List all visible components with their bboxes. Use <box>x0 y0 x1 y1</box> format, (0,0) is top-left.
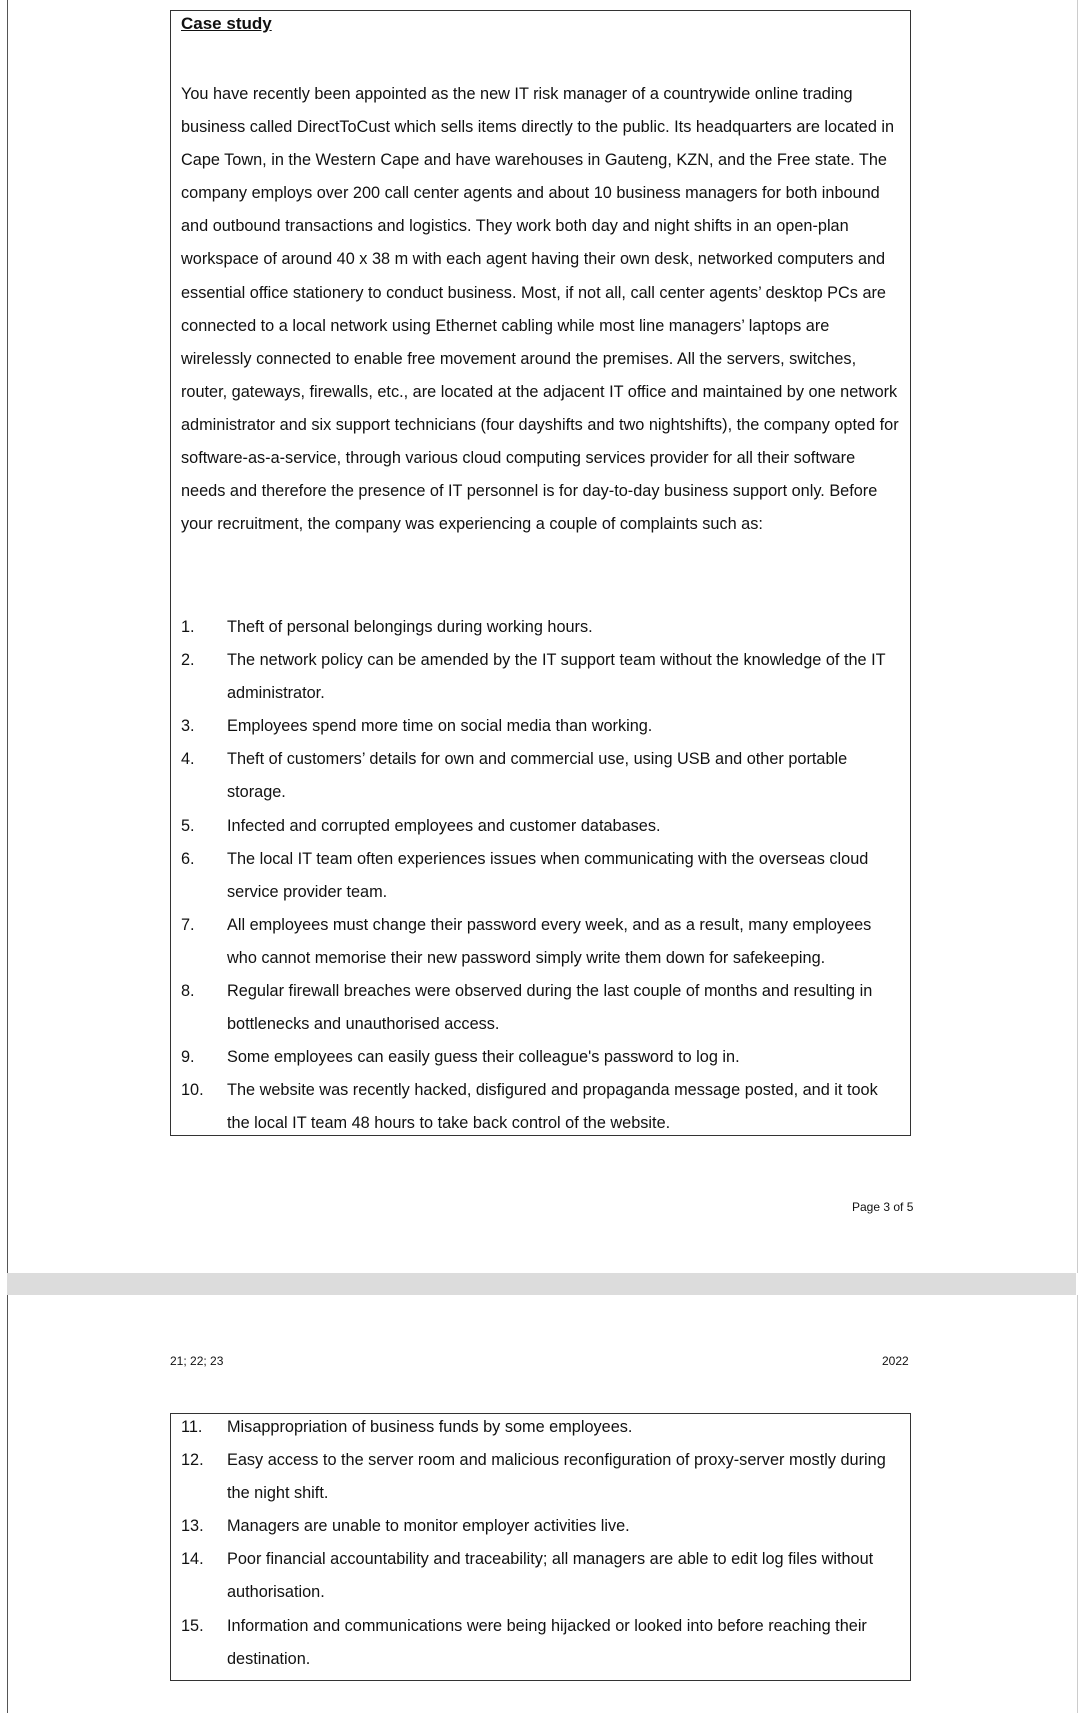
list-item <box>181 975 899 1041</box>
item-text: Misappropriation of business funds by some employees. <box>227 1418 633 1436</box>
list-item <box>181 909 899 975</box>
page-number: Page 3 of 5 <box>852 1200 914 1214</box>
item-text: Theft of customers’ details for own and commercial use, using USB and other portable storage. <box>227 750 848 802</box>
item-number: 7. <box>181 915 195 934</box>
complaints-list-page1 <box>181 611 899 1141</box>
list-item <box>181 743 899 809</box>
list-item <box>181 1041 899 1074</box>
item-text: The website was recently hacked, disfigured and propaganda message posted, and it took the local IT team 48 hours to take back control of the website. <box>227 1081 878 1133</box>
item-number: 1. <box>181 618 195 636</box>
item-text: All employees must change their password every week, and as a result, many employees who cannot memorise their new password simply write them down for safekeeping. <box>227 915 872 967</box>
complaints-list-page2 <box>181 1411 899 1676</box>
item-text: Employees spend more time on social media than working. <box>227 717 653 736</box>
list-item <box>181 1074 899 1140</box>
list-item <box>181 1444 899 1510</box>
list-item <box>181 1411 899 1444</box>
item-number: 8. <box>181 982 195 1001</box>
item-number: 2. <box>181 651 195 670</box>
complaints-continued-box <box>170 1413 911 1681</box>
item-number: 5. <box>181 816 195 835</box>
list-item <box>181 1610 899 1676</box>
list-item <box>181 1543 899 1609</box>
list-item <box>181 810 899 843</box>
item-text: The local IT team often experiences issues when communicating with the overseas cloud service provider team. <box>227 849 869 901</box>
item-number: 14. <box>181 1550 204 1569</box>
item-text: Managers are unable to monitor employer activities live. <box>227 1517 630 1536</box>
item-text: Regular firewall breaches were observed during the last couple of months and resulting in bottlenecks and unauthorised access. <box>227 982 873 1034</box>
item-number: 15. <box>181 1616 204 1635</box>
item-text: Easy access to the server room and malicious reconfiguration of proxy-server mostly during the night shift. <box>227 1451 886 1503</box>
item-number: 12. <box>181 1451 204 1470</box>
item-number: 6. <box>181 849 195 868</box>
list-item <box>181 710 899 743</box>
page-header-year: 2022 <box>882 1354 909 1368</box>
item-number: 13. <box>181 1517 204 1536</box>
list-item <box>181 1510 899 1543</box>
item-number: 9. <box>181 1048 195 1067</box>
case-study-paragraph: You have recently been appointed as the new IT risk manager of a countrywide online trading business called DirectToCust which sells items directly to the public. Its headquarters are located in Cape Town, in the Western Cape and have warehouses in Gauteng, KZN, and the Free state. The company employs over 200 call center agents and about 10 business managers for both inbound and outbound transactions and logistics. They work both day and night shifts in an open-plan workspace of around 40 x 38 m with each agent having their own desk, networked computers and essential office stationery to conduct business. Most, if not all, call center agents’ desktop PCs are connected to a local network using Ethernet cabling while most line managers’ laptops are wirelessly connected to enable free movement around the premises. All the servers, switches, router, gateways, firewalls, etc., are located at the adjacent IT office and maintained by one network administrator and six support technicians (four dayshifts and two nightshifts), the company opted for software-as-a-service, through various cloud computing services provider for all their software needs and therefore the presence of IT personnel is for day-to-day business support only. Before your recruitment, the company was experiencing a couple of complaints such as: <box>181 85 899 534</box>
item-text: Poor financial accountability and traceability; all managers are able to edit log files without authorisation. <box>227 1550 874 1602</box>
list-item <box>181 611 899 644</box>
item-text: Some employees can easily guess their colleague's password to log in. <box>227 1048 740 1067</box>
item-text: Information and communications were being hijacked or looked into before reaching their destination. <box>227 1616 867 1668</box>
item-number: 11. <box>181 1418 203 1436</box>
case-study-title: Case study <box>181 14 272 33</box>
case-study-box <box>170 10 911 1136</box>
item-text: Infected and corrupted employees and customer databases. <box>227 816 661 835</box>
list-item <box>181 843 899 909</box>
item-text: Theft of personal belongings during working hours. <box>227 618 593 636</box>
item-number: 10. <box>181 1081 204 1100</box>
list-item <box>181 644 899 710</box>
page-header-left: 21; 22; 23 <box>170 1354 224 1368</box>
page-separator <box>7 1273 1076 1295</box>
item-number: 3. <box>181 717 195 736</box>
item-number: 4. <box>181 750 195 769</box>
item-text: The network policy can be amended by the IT support team without the knowledge of the IT administrator. <box>227 651 886 703</box>
